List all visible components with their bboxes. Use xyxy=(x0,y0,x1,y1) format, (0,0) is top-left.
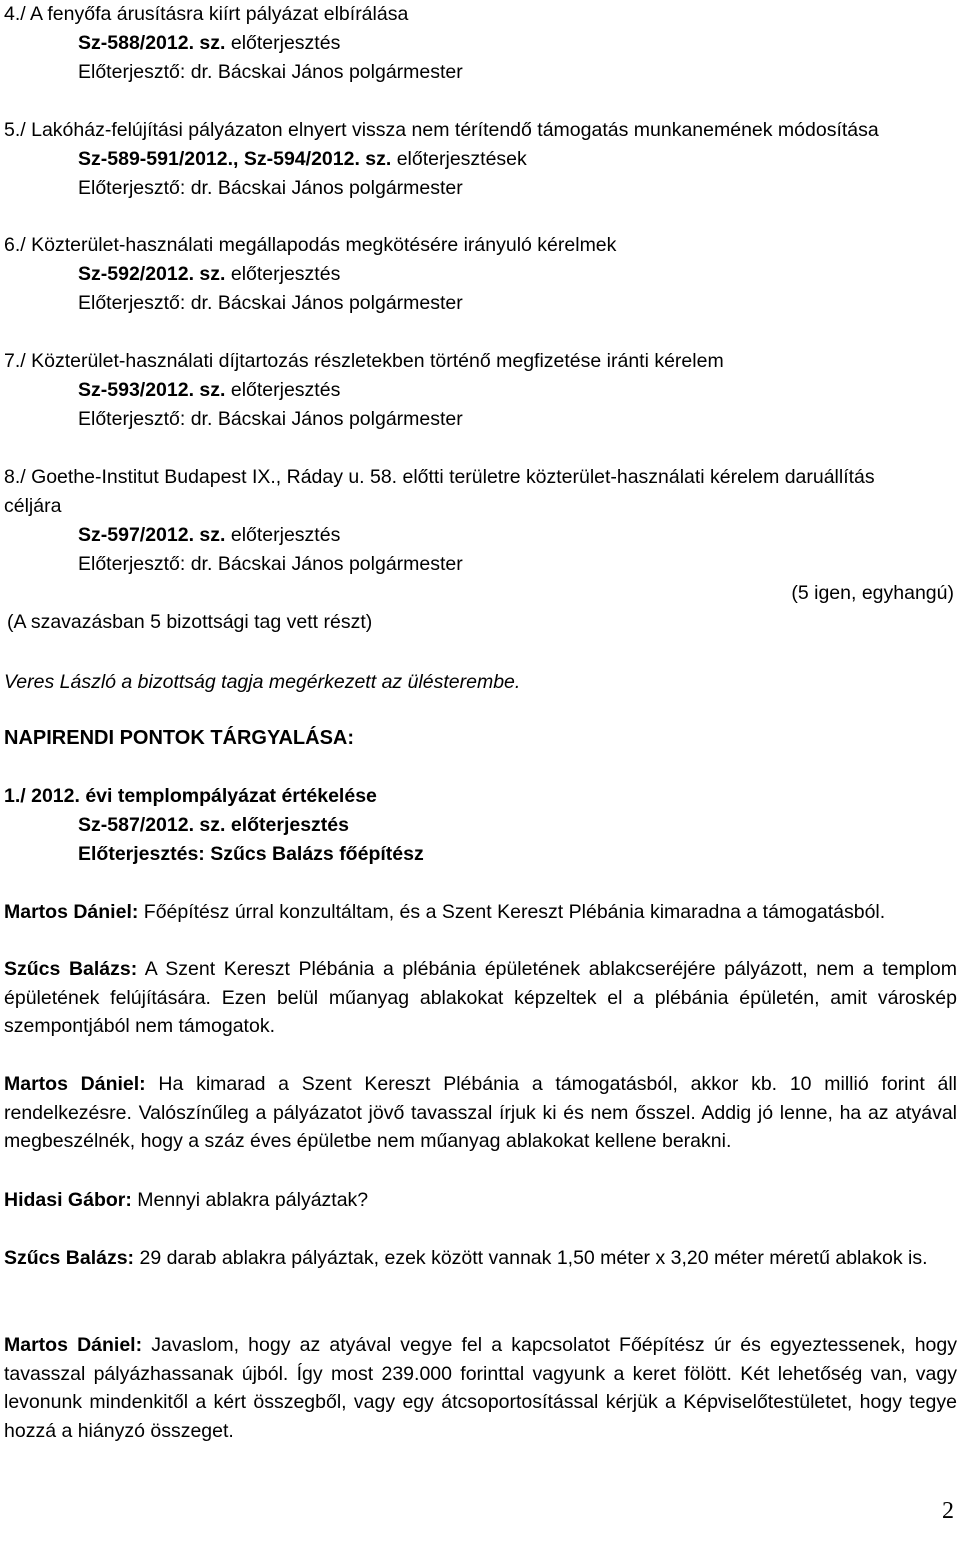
section-heading: NAPIRENDI PONTOK TÁRGYALÁSA: xyxy=(4,727,355,749)
agenda-8-ref-number: Sz-597/2012. sz. xyxy=(78,524,226,546)
speaker-name: Szűcs Balázs: xyxy=(4,1247,135,1269)
agenda-5-presenter: Előterjesztő: dr. Bácskai János polgármester xyxy=(78,177,463,199)
vote-result: (5 igen, egyhangú) xyxy=(791,582,954,604)
agenda-7-presenter: Előterjesztő: dr. Bácskai János polgármester xyxy=(78,408,463,430)
agenda-8-ref xyxy=(78,521,340,549)
page-number: 2 xyxy=(942,1498,954,1524)
arrival-note: Veres László a bizottság tagja megérkezett az ülésterembe. xyxy=(4,671,521,693)
vote-participants: (A szavazásban 5 bizottsági tag vett részt) xyxy=(7,611,373,633)
agenda-8-presenter: Előterjesztő: dr. Bácskai János polgármester xyxy=(78,553,463,575)
speaker-name: Hidasi Gábor: xyxy=(4,1189,132,1211)
minutes-paragraph xyxy=(4,1331,957,1445)
agenda-6-ref-number: Sz-592/2012. sz. xyxy=(78,263,226,285)
agenda-7-ref-number: Sz-593/2012. sz. xyxy=(78,379,226,401)
agenda-5-title: 5./ Lakóház-felújítási pályázaton elnyert vissza nem térítendő támogatás munkanemének módosítása xyxy=(4,119,879,141)
agenda-8-title: 8./ Goethe-Institut Budapest IX., Ráday u. 58. előtti területre közterület-használati kérelem daruállítás xyxy=(4,466,875,488)
agenda-4-ref xyxy=(78,29,340,57)
agenda-5-ref-number: Sz-589-591/2012., Sz-594/2012. sz. xyxy=(78,148,392,170)
minutes-paragraph xyxy=(4,955,957,1041)
agenda-7-ref-type: előterjesztés xyxy=(225,379,341,401)
agenda-4-title: 4./ A fenyőfa árusításra kiírt pályázat elbírálása xyxy=(4,3,409,25)
agenda-4-ref-type: előterjesztés xyxy=(225,32,341,54)
agenda-6-ref-type: előterjesztés xyxy=(225,263,341,285)
agenda-5-ref-type: előterjesztések xyxy=(391,148,527,170)
speech-text: Javaslom, hogy az atyával vegye fel a kapcsolatot Főépítész úr és egyeztessenek, hogy tavasszal pályázhassanak újból. Így most 239.000 forinttal vagyunk a keret fölött. Két lehetőség van, vagy levonunk mindenkitől a kért összegből, vagy egy átcsoportosítással kérjük a Képviselőtestületet, hogy tegye hozzá a hiányzó összeget. xyxy=(4,1334,957,1442)
agenda-4-ref-number: Sz-588/2012. sz. xyxy=(78,32,226,54)
agenda-4-presenter: Előterjesztő: dr. Bácskai János polgármester xyxy=(78,61,463,83)
agenda-8-ref-type: előterjesztés xyxy=(225,524,341,546)
speaker-name: Martos Dániel: xyxy=(4,1073,146,1095)
agenda-8-title-cont: céljára xyxy=(4,495,62,517)
minutes-paragraph xyxy=(4,1244,957,1273)
minutes-paragraph xyxy=(4,1070,957,1156)
speaker-name: Martos Dániel: xyxy=(4,901,139,923)
agenda-6-presenter: Előterjesztő: dr. Bácskai János polgármester xyxy=(78,292,463,314)
item-1-presenter: Előterjesztés: Szűcs Balázs főépítész xyxy=(78,843,424,865)
item-1-ref: Sz-587/2012. sz. előterjesztés xyxy=(78,814,349,836)
agenda-6-title: 6./ Közterület-használati megállapodás megkötésére irányuló kérelmek xyxy=(4,234,617,256)
agenda-7-ref xyxy=(78,376,340,404)
agenda-5-ref xyxy=(78,145,527,173)
item-1-title: 1./ 2012. évi templompályázat értékelése xyxy=(4,785,377,807)
speech-text: Ha kimarad a Szent Kereszt Plébánia a támogatásból, akkor kb. 10 millió forint áll rendelkezésre. Valószínűleg a pályázatot jövő tavasszal írjuk ki és nem ősszel. Addig jó lenne, ha az atyával megbeszélnék, hogy a száz éves épületbe nem műanyag ablakokat kellene berakni. xyxy=(4,1073,957,1152)
speech-text: A Szent Kereszt Plébánia a plébánia épületének ablakcseréjére pályázott, nem a templom épületének felújítására. Ezen belül műanyag ablakokat képzeltek el a plébánia épületén, amit városkép szempontjából nem támogatok. xyxy=(4,958,958,1037)
minutes-paragraph xyxy=(4,898,957,927)
speech-text: Főépítész úrral konzultáltam, és a Szent Kereszt Plébánia kimaradna a támogatásból. xyxy=(138,901,886,923)
agenda-7-title: 7./ Közterület-használati díjtartozás részletekben történő megfizetése iránti kérelem xyxy=(4,350,724,372)
speaker-name: Martos Dániel: xyxy=(4,1334,143,1356)
agenda-6-ref xyxy=(78,260,340,288)
minutes-paragraph xyxy=(4,1186,957,1215)
speaker-name: Szűcs Balázs: xyxy=(4,958,138,980)
speech-text: 29 darab ablakra pályáztak, ezek között vannak 1,50 méter x 3,20 méter méretű ablakok is. xyxy=(134,1247,928,1269)
speech-text: Mennyi ablakra pályáztak? xyxy=(131,1189,369,1211)
